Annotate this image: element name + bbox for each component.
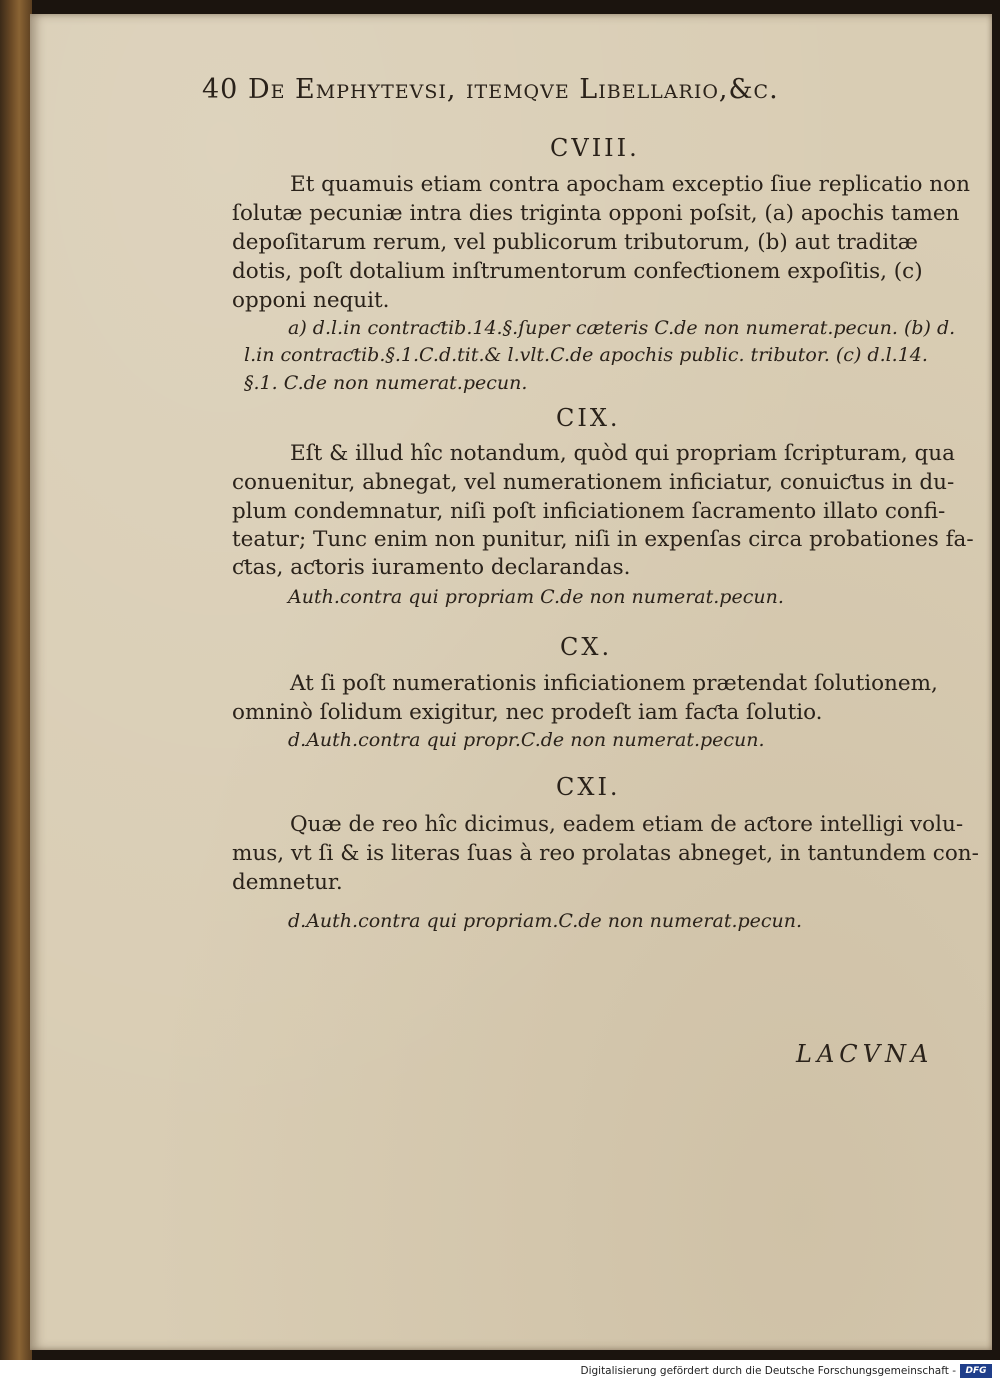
- paragraph-line: Et quamuis etiam contra apocham exceptio ſiue replicatio non: [290, 172, 970, 197]
- paragraph-line: demnetur.: [232, 870, 343, 895]
- running-head: 40 De Emphytevsi, itemqve Libellario,&c.: [202, 74, 779, 105]
- paragraph-line: opponi nequit.: [232, 288, 390, 313]
- paragraph-line: mus, vt ſi & is literas ſuas à reo prolatas abneget, in tantundem con-: [232, 841, 979, 866]
- paragraph-line: plum condemnatur, niſi poſt inficiationem ſacramento illato confi-: [232, 499, 946, 524]
- note-line: l.in contraƈtib.§.1.C.d.tit.& l.vlt.C.de apochis public. tributor. (c) d.l.14.: [244, 344, 928, 366]
- paragraph-line: conuenitur, abnegat, vel numerationem inficiatur, conuiƈtus in du-: [232, 470, 955, 495]
- note-line: Auth.contra qui propriam C.de non numerat.pecun.: [288, 586, 784, 608]
- note-line: a) d.l.in contraƈtib.14.§.ſuper cæteris C.de non numerat.pecun. (b) d.: [288, 317, 956, 339]
- paragraph-line: ſolutæ pecuniæ intra dies triginta opponi poſsit, (a) apochis tamen: [232, 201, 960, 226]
- paragraph-line: ƈtas, aƈtoris iuramento declarandas.: [232, 555, 631, 580]
- note-line: d.Auth.contra qui propr.C.de non numerat.pecun.: [288, 729, 765, 751]
- section-heading-cix: CIX.: [556, 404, 621, 432]
- paragraph-line: dotis, poſt dotalium inſtrumentorum confeƈtionem expoſitis, (c): [232, 259, 923, 284]
- paragraph-line: depoſitarum rerum, vel publicorum tributorum, (b) aut traditæ: [232, 230, 918, 255]
- digitization-footer: [0, 1360, 1000, 1382]
- paragraph-line: At ſi poſt numerationis inficiationem prætendat ſolutionem,: [290, 671, 938, 696]
- catchword: LACVNA: [796, 1040, 934, 1068]
- paragraph-line: teatur; Tunc enim non punitur, niſi in expenſas circa probationes fa-: [232, 527, 974, 552]
- paragraph-line: omninò ſolidum exigitur, nec prodeſt iam faƈta ſolutio.: [232, 700, 823, 725]
- book-spine: [0, 0, 32, 1360]
- note-line: §.1. C.de non numerat.pecun.: [244, 372, 528, 394]
- section-heading-cviii: CVIII.: [550, 134, 640, 162]
- footer-credit: Digitalisierung gefördert durch die Deutsche Forschungsgemeinschaft -: [580, 1365, 956, 1377]
- note-line: d.Auth.contra qui propriam.C.de non numerat.pecun.: [288, 910, 803, 932]
- section-heading-cx: CX.: [560, 633, 613, 661]
- section-heading-cxi: CXI.: [556, 773, 621, 801]
- paragraph-line: Quæ de reo hîc dicimus, eadem etiam de aƈtore intelligi volu-: [290, 812, 964, 837]
- paragraph-line: Eſt & illud hîc notandum, quòd qui propriam ſcripturam, qua: [290, 441, 955, 466]
- dfg-logo: DFG: [960, 1364, 992, 1378]
